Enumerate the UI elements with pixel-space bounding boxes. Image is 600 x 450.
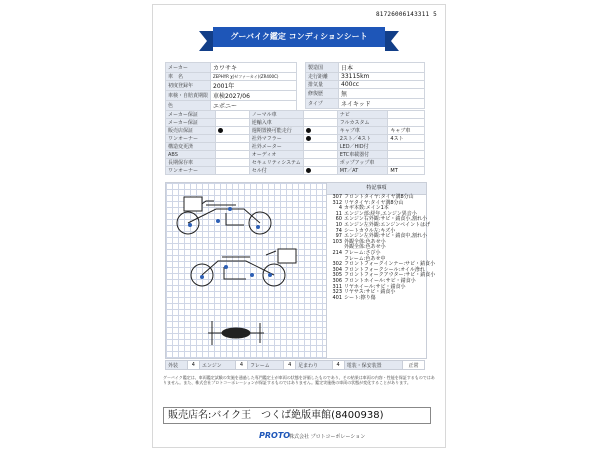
equipment-label: ETC車載器付	[337, 151, 388, 159]
note-code: 103	[332, 238, 342, 245]
equipment-label: 週期置換可能走行	[249, 127, 303, 135]
equipment-value	[388, 151, 425, 159]
equipment-value	[388, 159, 425, 167]
value-mileage: 33115km	[339, 73, 425, 81]
vehicle-info-left	[165, 62, 297, 111]
note-code: 214	[332, 249, 342, 256]
note-text: 外観全体:色あせ小	[344, 244, 386, 251]
value-displacement: 400cc	[339, 81, 425, 89]
equipment-row	[166, 119, 425, 127]
score-value: 4	[284, 361, 296, 370]
equipment-label: 社外マフラー	[249, 135, 303, 143]
note-text: エンジン部:経年,エンジン異音小	[344, 210, 417, 217]
score-value: 正常	[403, 361, 425, 370]
note-text: シートカウル左:キズ小	[344, 227, 396, 234]
note-code: 401	[332, 294, 342, 301]
equipment-value: MT	[388, 167, 425, 175]
equipment-label: 社外メーター	[249, 143, 303, 151]
equipment-label: ワンオーナー	[166, 135, 216, 143]
equipment-label: 構造変更済	[166, 143, 216, 151]
score-value: 4	[236, 361, 248, 370]
note-text: エンジン左外観:サビ・錆食中,割れ小	[344, 233, 428, 240]
disclaimer-text: グーバイク鑑定は、車両鑑定試験の実施を通過した専門鑑定士が車両の状態を評価したものであり、その結果は車両の内容・性能を保証するものではありません。また、株式会社プロトコーポレーションが保証するものではありません。鑑定実施後の車両の状態が変化することがあります。	[163, 375, 435, 385]
equipment-value	[215, 111, 249, 119]
motorcycle-diagram	[166, 183, 326, 358]
shop-name: 販売店名:バイク王 つくば絶版車館(8400938)	[163, 407, 431, 424]
equipment-row	[166, 151, 425, 159]
damage-marker	[228, 207, 232, 211]
equipment-row	[166, 167, 425, 175]
equipment-label: セル付	[249, 167, 303, 175]
note-text: フレーム:色あせ中	[344, 255, 386, 262]
label-first-reg: 初度登録年	[166, 81, 211, 91]
note-text: シート:擦り傷	[344, 294, 376, 301]
value-color: エボニー	[211, 101, 297, 111]
note-text: 外観全体:色あせ小	[344, 238, 386, 245]
note-code: 311	[332, 283, 342, 290]
note-code: 4	[338, 205, 342, 212]
equipment-label: ノーマル車	[249, 111, 303, 119]
equipment-value	[215, 135, 249, 143]
label-maker: メーカー	[166, 63, 211, 73]
note-text: フロントフォークシール:オイル滲れ	[344, 266, 425, 273]
note-code: 312	[332, 199, 342, 206]
equipment-value	[388, 143, 425, 151]
value-repair-history: 無	[339, 89, 425, 99]
equipment-label: メーカー保証	[166, 119, 216, 127]
equipment-value	[303, 159, 337, 167]
label-country: 製造国	[306, 63, 339, 73]
note-code: 11	[335, 210, 342, 217]
proto-logo: PROTO	[259, 431, 291, 440]
score-label: 足まわり	[296, 361, 333, 370]
equipment-value	[303, 127, 337, 135]
special-notes-list	[327, 194, 436, 301]
check-dot-icon	[306, 128, 311, 133]
note-code: 302	[332, 261, 342, 268]
damage-marker	[216, 219, 220, 223]
damage-marker	[250, 273, 254, 277]
equipment-value	[303, 151, 337, 159]
equipment-value	[388, 111, 425, 119]
score-table	[165, 360, 425, 370]
equipment-row	[166, 135, 425, 143]
equipment-label: ナビ	[337, 111, 388, 119]
equipment-label: オーディオ	[249, 151, 303, 159]
note-text: フレーム:さび小	[344, 249, 381, 256]
check-dot-icon	[306, 168, 311, 173]
score-label: 外装	[166, 361, 188, 370]
equipment-label: 逆輸入車	[249, 119, 303, 127]
equipment-value	[215, 119, 249, 127]
equipment-label: LED／HID付	[337, 143, 388, 151]
equipment-label: セキュリティシステム	[249, 159, 303, 167]
sheet-title-banner: グーバイク鑑定 コンディションシート	[213, 27, 385, 47]
label-inspection: 車検・自賠責期限	[166, 91, 211, 101]
damage-marker	[200, 275, 204, 279]
special-notes	[327, 183, 436, 358]
note-text: エンジン右外観:サビ・錆食小,割れ小	[344, 216, 428, 223]
damage-diagram-area	[165, 182, 436, 359]
equipment-label: 2スト／4スト	[337, 135, 388, 143]
damage-marker	[224, 265, 228, 269]
company-name: 株式会社 プロトコーポレーション	[289, 434, 366, 440]
note-text: フロントホイール:サビ・錆食小	[344, 277, 416, 284]
note-code: 305	[332, 272, 342, 279]
equipment-label: 長期保存車	[166, 159, 216, 167]
note-code: 323	[332, 289, 342, 296]
value-inspection: 車検2027/06	[211, 91, 297, 101]
note-text: フロントフォークアウター:サビ・錆食小	[344, 272, 436, 279]
label-mileage: 走行距離	[306, 73, 339, 81]
score-label: 電装・保安装置	[344, 361, 402, 370]
equipment-row	[166, 111, 425, 119]
equipment-label: フルカスタム	[337, 119, 388, 127]
special-notes-header: 特記事項	[327, 183, 426, 195]
damage-marker	[188, 223, 192, 227]
equipment-label: ワンオーナー	[166, 167, 216, 175]
note-text: リヤタイヤ:タイヤ溝8分山	[344, 199, 404, 206]
other-side-pannier	[278, 249, 296, 263]
equipment-value: キャブ車	[388, 127, 425, 135]
equipment-row	[166, 159, 425, 167]
score-value: 4	[187, 361, 199, 370]
note-code: 97	[335, 233, 342, 240]
equipment-value	[303, 135, 337, 143]
label-displacement: 排気量	[306, 81, 339, 89]
note-code: 306	[332, 277, 342, 284]
equipment-value	[303, 143, 337, 151]
note-text: リヤホイール:サビ・錆食小	[344, 283, 406, 290]
label-repair-history: 修復歴	[306, 89, 339, 99]
equipment-label: ABS	[166, 151, 216, 159]
note-text: フロントフォークインナー:サビ・錆食小	[344, 261, 436, 268]
value-type: ネイキッド	[339, 99, 425, 109]
value-first-reg: 2001年	[211, 81, 297, 91]
note-code: 10	[335, 221, 342, 228]
label-color: 色	[166, 101, 211, 111]
equipment-label: ポップアップ車	[337, 159, 388, 167]
note-text: カギ本数:メイン1本	[344, 205, 389, 212]
serial-number: 81726006143311 5	[376, 11, 437, 18]
label-name: 車 名	[166, 73, 211, 81]
check-dot-icon	[306, 136, 311, 141]
equipment-label: 販売店保証	[166, 127, 216, 135]
note-item	[327, 296, 426, 302]
equipment-value	[215, 167, 249, 175]
note-code: 60	[335, 216, 342, 223]
score-row	[166, 361, 425, 370]
value-maker: カワサキ	[211, 63, 297, 73]
note-text: フロントタイヤ:タイヤ溝8分山	[344, 194, 414, 200]
equipment-value	[215, 151, 249, 159]
damage-marker	[268, 273, 272, 277]
equipment-table	[165, 110, 425, 175]
note-code: 304	[332, 266, 342, 273]
equipment-value	[215, 159, 249, 167]
condition-sheet	[152, 4, 446, 448]
label-type: タイプ	[306, 99, 339, 109]
vehicle-info-right	[305, 62, 425, 109]
note-text: リヤサス:サビ・錆食小	[344, 289, 396, 296]
score-label: フレーム	[247, 361, 283, 370]
note-code: 307	[332, 194, 342, 200]
damage-marker	[256, 225, 260, 229]
check-dot-icon	[218, 128, 223, 133]
equipment-value	[303, 111, 337, 119]
equipment-row	[166, 127, 425, 135]
value-name: ZEPHYR χ(ゼファーカイ)(ZR400C)	[211, 73, 297, 81]
equipment-value: 4スト	[388, 135, 425, 143]
note-text: エンジン左外観:エンジンペイントはげ	[344, 221, 431, 228]
equipment-value	[215, 143, 249, 151]
note-code: 74	[335, 227, 342, 234]
score-value: 4	[332, 361, 344, 370]
equipment-label: メーカー保証	[166, 111, 216, 119]
equipment-value	[215, 127, 249, 135]
equipment-row	[166, 143, 425, 151]
equipment-value	[388, 119, 425, 127]
top-view-body	[208, 321, 264, 345]
side-view-pannier	[184, 197, 202, 211]
equipment-label: キャブ車	[337, 127, 388, 135]
equipment-label: MT／AT	[337, 167, 388, 175]
bike-diagram-grid	[166, 183, 327, 358]
equipment-value	[303, 167, 337, 175]
equipment-value	[303, 119, 337, 127]
value-country: 日本	[339, 63, 425, 73]
score-label: エンジン	[199, 361, 235, 370]
